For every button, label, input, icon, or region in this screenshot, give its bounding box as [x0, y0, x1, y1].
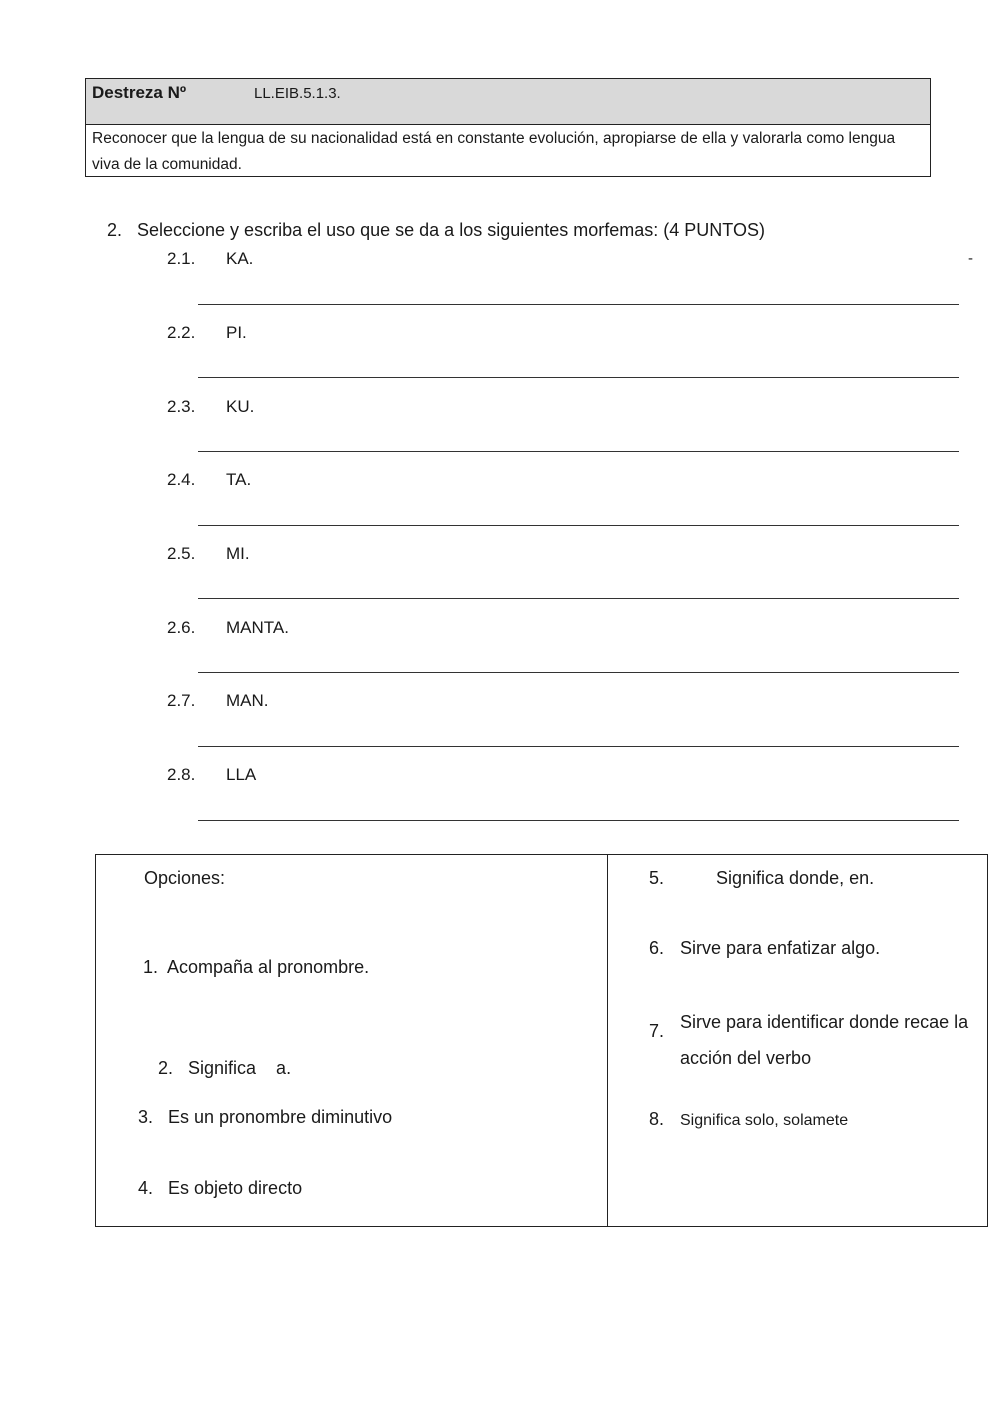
item-morpheme: MAN.: [226, 691, 269, 710]
answer-line-2-2[interactable]: [198, 377, 959, 378]
option-number: 4.: [138, 1178, 154, 1198]
answer-line-2-5[interactable]: [198, 598, 959, 599]
item-morpheme: TA.: [226, 470, 252, 489]
option-4: [138, 1178, 302, 1199]
option-7: [649, 1013, 979, 1076]
option-text: Es objeto directo: [168, 1178, 303, 1198]
item-number: 2.8.: [167, 765, 196, 784]
answer-line-2-4[interactable]: [198, 525, 959, 526]
question-text: Seleccione y escriba el uso que se da a los siguientes morfemas: (4 PUNTOS): [137, 220, 765, 240]
answer-line-2-7[interactable]: [198, 746, 959, 747]
item-2-5: [167, 544, 250, 564]
item-morpheme: MANTA.: [226, 618, 289, 637]
skill-header-box: [85, 78, 931, 177]
item-2-2: [167, 323, 247, 343]
question-heading: [107, 220, 765, 241]
item-morpheme: KA.: [226, 249, 254, 268]
option-text: Sirve para enfatizar algo.: [680, 938, 881, 958]
item-2-3: [167, 397, 254, 417]
option-number: 2.: [158, 1058, 174, 1078]
item-number: 2.3.: [167, 397, 196, 416]
option-text: Significa donde, en.: [716, 868, 875, 888]
option-text: Acompaña al pronombre.: [167, 957, 370, 977]
answer-line-2-3[interactable]: [198, 451, 959, 452]
item-number: 2.7.: [167, 691, 196, 710]
stray-dash: -: [968, 250, 973, 267]
option-number: 7.: [649, 1021, 665, 1041]
item-2-6: [167, 618, 289, 638]
option-number: 5.: [649, 868, 665, 888]
option-number: 6.: [649, 938, 665, 958]
options-divider: [607, 855, 608, 1226]
option-5: [649, 868, 874, 889]
option-text: Sirve para identificar donde recae la acción del verbo: [680, 1012, 969, 1068]
item-number: 2.4.: [167, 470, 196, 489]
option-6: [649, 938, 880, 959]
item-2-8: [167, 765, 256, 785]
option-number: 1.: [143, 957, 159, 977]
answer-line-2-6[interactable]: [198, 672, 959, 673]
answer-line-2-1[interactable]: [198, 304, 959, 305]
options-title: Opciones:: [144, 868, 226, 888]
skill-label: Destreza Nº: [92, 83, 187, 102]
option-2: [138, 1037, 291, 1100]
item-morpheme: LLA: [226, 765, 257, 784]
item-2-4: [167, 470, 251, 490]
option-text: Es un pronombre diminutivo: [168, 1107, 393, 1127]
item-number: 2.1.: [167, 249, 196, 268]
skill-description: Reconocer que la lengua de su nacionalidad está en constante evolución, apropiarse de ella y valorarla como lengua viva de la comunidad.: [92, 130, 896, 173]
item-number: 2.2.: [167, 323, 196, 342]
skill-code: LL.EIB.5.1.3.: [254, 85, 341, 102]
skill-header-row: [86, 79, 930, 125]
item-morpheme: KU.: [226, 397, 255, 416]
item-morpheme: MI.: [226, 544, 250, 563]
option-text: Significa a.: [188, 1058, 292, 1078]
question-number: 2.: [107, 220, 123, 240]
item-2-1: [167, 249, 253, 269]
answer-line-2-8[interactable]: [198, 820, 959, 821]
option-1: [143, 957, 369, 978]
option-3: [138, 1107, 392, 1128]
item-morpheme: PI.: [226, 323, 247, 342]
item-2-7: [167, 691, 269, 711]
option-8: [649, 1109, 848, 1130]
item-number: 2.5.: [167, 544, 196, 563]
item-number: 2.6.: [167, 618, 196, 637]
option-text: Significa solo, solamete: [680, 1112, 849, 1129]
option-number: 8.: [649, 1109, 665, 1129]
options-table: [95, 854, 988, 1227]
option-number: 3.: [138, 1107, 154, 1127]
